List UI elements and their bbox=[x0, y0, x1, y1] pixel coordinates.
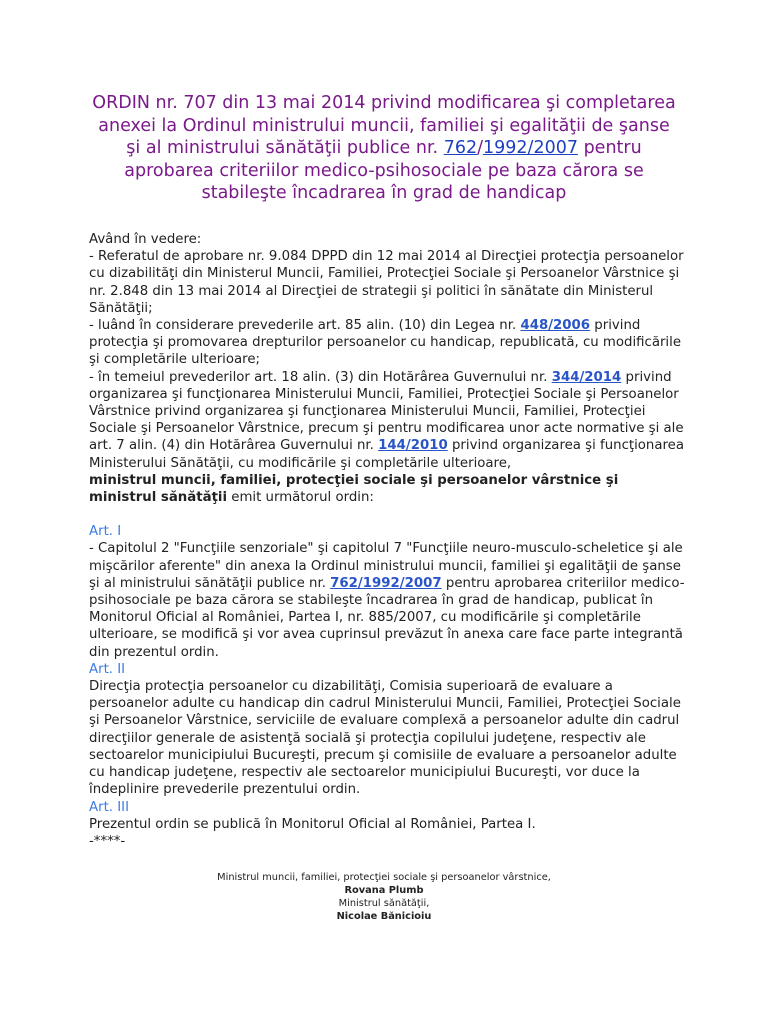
article-1-label: Art. I bbox=[89, 524, 122, 540]
preamble-heading: Având în vedere: bbox=[89, 232, 202, 247]
issuer-names: ministrul muncii, familiei, protecţiei sociale şi persoanelor vârstnice şi ministrul sănătăţii bbox=[89, 472, 619, 506]
spacer bbox=[89, 506, 689, 523]
preamble-text: privind organizarea şi funcţionarea Ministerului Sănătăţii, cu modificările şi completările ulterioare, bbox=[89, 438, 684, 471]
preamble-text: privind protecţia şi promovarea drepturilor persoanelor cu handicap, republicată, cu modificările şi completările ulterioare; bbox=[89, 318, 682, 368]
law-link-344-2014[interactable]: 344/2014 bbox=[551, 369, 622, 385]
title-text: ORDIN nr. 707 din 13 mai 2014 privind modificarea şi completarea anexei la Ordinul ministrului muncii, familiei şi egalităţii de şanse şi al ministrului sănătăţii publice nr. bbox=[92, 93, 676, 158]
signatory-1-title: Ministrul muncii, familiei, protecţiei sociale şi persoanelor vârstnice, bbox=[217, 872, 551, 883]
separator-mark: -****- bbox=[89, 833, 126, 849]
article-2-label: Art. II bbox=[89, 661, 126, 677]
law-link-762-1992-2007[interactable]: 762/1992/2007 bbox=[330, 575, 442, 591]
article-2-text: Direcţia protecţia persoanelor cu dizabilităţi, Comisia superioară de evaluare a persoanelor adulte cu handicap din cadrul Ministerului Muncii, Familiei, Protecţiei Sociale şi Persoanelor Vârstnice, serviciile de evaluare complexă a persoanelor adulte din cadrul direcţiilor generale de asistenţă socială şi protecţia copilului judeţene, respectiv ale sectoarelor municipiului Bucureşti, precum şi comisiile de evaluare a persoanelor adulte cu handicap judeţene, respectiv ale sectoarelor municipiului Bucureşti, vor duce la îndeplinire prevederile prezentului ordin. bbox=[89, 679, 681, 798]
document-title bbox=[90, 92, 678, 205]
law-link-762[interactable]: 762 bbox=[443, 138, 478, 158]
signatory-2-name-text: Nicolae Bănicioiu bbox=[336, 911, 432, 922]
signatory-1-name bbox=[0, 884, 768, 897]
article-1-text bbox=[89, 540, 689, 660]
article-text: - Capitolul 2 "Funcţiile senzoriale" şi capitolul 7 "Funcţiile neuro-musculo-scheletice şi ale mişcărilor aferente" din anexa la Ordinul ministrului muncii, familiei şi egalităţii de şanse şi al ministrului sănătăţii publice nr. bbox=[89, 541, 683, 591]
article-text: pentru aprobarea criteriilor medico-psihosociale pe baza cărora se stabileşte încadrarea în grad de handicap, publicat în Monitorul Oficial al României, Partea I, nr. 885/2007, cu modificările şi completările ulterioare, se modifică şi vor avea cuprinsul prevăzut în anexa care face parte integrantă din prezentul ordin. bbox=[89, 575, 685, 660]
preamble-text: privind organizarea şi funcţionarea Ministerului Muncii, Familiei, Protecţiei Sociale şi Persoanelor Vârstnice privind organizarea şi funcţionarea Ministerului Muncii, Familiei, Protecţiei Sociale şi Persoanelor Vârstnice, precum şi pentru modificarea unor acte normative şi ale art. 7 alin. (4) din Hotărârea Guvernului nr. bbox=[89, 369, 684, 454]
law-link-144-2010[interactable]: 144/2010 bbox=[378, 438, 448, 454]
preamble-item-lege bbox=[89, 317, 689, 369]
issuer-text: emit următorul ordin: bbox=[231, 490, 374, 506]
preamble-item-hotarare bbox=[89, 369, 689, 472]
issuer-statement bbox=[89, 472, 689, 506]
signatory-1-name-text: Rovana Plumb bbox=[344, 885, 424, 896]
law-link-448-2006[interactable]: 448/2006 bbox=[520, 318, 591, 334]
signature-block bbox=[0, 871, 768, 923]
preamble-item-referat: - Referatul de aprobare nr. 9.084 DPPD din 12 mai 2014 al Direcţiei protecţia persoanelor cu dizabilităţi din Ministerul Muncii, Familiei, Protecţiei Sociale şi Persoanelor Vârstnice şi nr. 2.848 din 13 mai 2014 al Direcţiei de strategii şi politici în sănătate din Ministerul Sănătăţii; bbox=[89, 249, 684, 316]
law-link-1992-2007[interactable]: 1992/2007 bbox=[483, 138, 578, 158]
preamble-text: - luând în considerare prevederile art. 85 alin. (10) din Legea nr. bbox=[89, 318, 517, 334]
title-text-continued: pentru aprobarea criteriilor medico-psihosociale pe baza cărora se stabileşte încadrarea în grad de handicap bbox=[124, 138, 644, 203]
document-body bbox=[89, 231, 689, 850]
article-3-label: Art. III bbox=[89, 799, 129, 815]
title-separator: / bbox=[477, 138, 484, 158]
preamble-text: - în temeiul prevederilor art. 18 alin. (3) din Hotărârea Guvernului nr. bbox=[89, 369, 548, 385]
article-3-text: Prezentul ordin se publică în Monitorul Oficial al României, Partea I. bbox=[89, 816, 536, 832]
signatory-2-name bbox=[0, 910, 768, 923]
signatory-2-title: Ministrul sănătăţii, bbox=[338, 898, 430, 909]
